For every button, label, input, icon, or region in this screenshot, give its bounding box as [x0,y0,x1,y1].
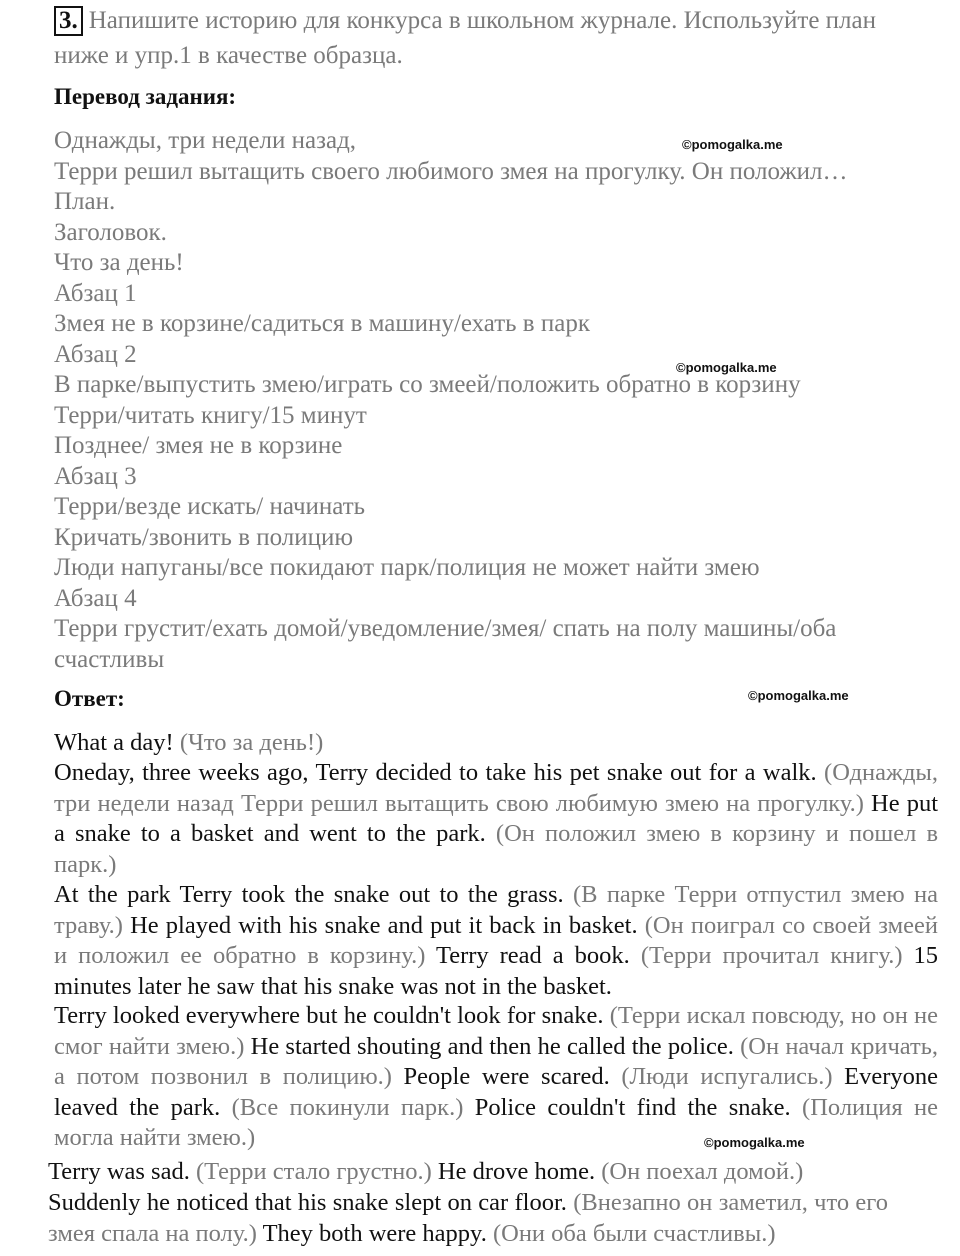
english-segment: He started shouting and then he called the police. [250,1032,734,1060]
answer-heading: Ответ: [54,686,125,711]
plan-line: Кричать/звонить в полицию [54,523,354,551]
english-segment: They both were happy. [262,1219,487,1247]
plan-line: Терри/везде искать/ начинать [54,493,366,520]
plan-line: Абзац 2 [54,340,137,368]
task-number: 3. [54,6,83,36]
plan-line: Однажды, три недели назад, [54,127,357,154]
answer-title-en: What a day! [54,729,174,756]
task-text-1: Напишите историю для конкурса в школьном журнале. Используйте план [88,7,876,34]
answer-paragraph-2 [54,880,938,1002]
answer-paragraph-3 [54,1001,938,1154]
watermark: ©pomogalka.me [682,137,783,152]
plan-line: Терри решил вытащить своего любимого змея на прогулку. Он положил… [54,157,848,185]
english-segment: Terry read a book. [435,942,630,969]
english-segment: At the park Terry took the snake out to the grass. [54,881,564,908]
answer-paragraph-4-line-1 [48,1157,803,1188]
english-segment: Suddenly he noticed that his snake slept on car floor. [48,1189,567,1216]
plan-line: Заголовок. [54,218,167,246]
plan-line: Абзац 3 [54,462,137,490]
plan-line: В парке/выпустить змею/играть со змеей/положить обратно в корзину [54,371,801,398]
task-prompt-line-2: ниже и упр.1 в качестве образца. [54,42,403,69]
plan-line: Абзац 1 [54,279,137,307]
english-segment: Terry looked everywhere but he couldn't look for snake. [54,1002,604,1029]
translation-segment: (Он начал кричать, а потом позвонил в полицию.) [54,1032,939,1090]
english-segment: Police couldn't find the snake. [474,1093,791,1121]
english-segment: He put a snake to a basket and went to the park. [54,789,938,847]
translation-segment: (Внезапно он заметил, что его змея спала на полу.) [48,1189,888,1247]
plan-line: Терри грустит/ехать домой/уведомление/змея/ спать на полу машины/оба [54,615,837,642]
english-segment: Oneday, three weeks ago, Terry decided to take his pet snake out for a walk. [54,759,817,786]
plan-line: Позднее/ змея не в корзине [54,432,343,459]
watermark: ©pomogalka.me [748,688,849,703]
plan-line: Терри/читать книгу/15 минут [54,401,367,429]
answer-title-ru: (Что за день!) [179,729,324,756]
english-segment: People were scared. [403,1063,610,1090]
translation-segment: (Терри прочитал книгу.) [640,942,903,969]
english-segment: He drove home. [437,1158,596,1185]
watermark: ©pomogalka.me [676,360,777,375]
plan-line: Люди напуганы/все покидают парк/полиция не может найти змею [54,554,760,581]
translation-segment: (Терри стало грустно.) [195,1158,432,1185]
answer-title [54,728,323,759]
english-segment: 15 minutes later he saw that his snake was not in the basket. [54,942,939,1000]
translation-segment: (Терри искал повсюду, но он не смог найти змею.) [54,1002,939,1060]
plan-line: Абзац 4 [54,584,137,612]
translation-segment: (Они оба были счастливы.) [492,1219,776,1247]
translation-segment: (Он поиграл со своей змеей и положил ее обратно в корзину.) [54,911,938,969]
plan-line: Змея не в корзине/садиться в машину/ехать в парк [54,310,590,337]
plan-line: План. [54,188,116,215]
translation-heading: Перевод задания: [54,84,237,109]
translation-segment: (Полиция не могла найти змею.) [54,1093,939,1151]
answer-paragraph-1 [54,758,938,880]
watermark: ©pomogalka.me [704,1135,805,1150]
plan-line: счастливы [54,645,165,673]
answer-paragraph-4-line-2 [48,1188,888,1249]
translation-segment: (Он положил змею в корзину и пошел в парк.) [54,820,939,878]
english-segment: Everyone leaved the park. [54,1063,939,1121]
english-segment: He played with his snake and put it back in basket. [130,911,638,939]
translation-segment: (В парке Терри отпустил змею на траву.) [54,881,939,939]
translation-segment: (Все покинули парк.) [231,1093,464,1121]
task-prompt-line-1 [54,6,876,36]
translation-segment: (Он поехал домой.) [601,1158,804,1185]
translation-segment: (Люди испугались.) [621,1063,833,1090]
english-segment: Terry was sad. [48,1158,190,1185]
plan-line: Что за день! [54,249,184,276]
translation-segment: (Однажды, три недели назад Терри решил вытащить свою любимую змею на прогулку.) [54,759,939,817]
